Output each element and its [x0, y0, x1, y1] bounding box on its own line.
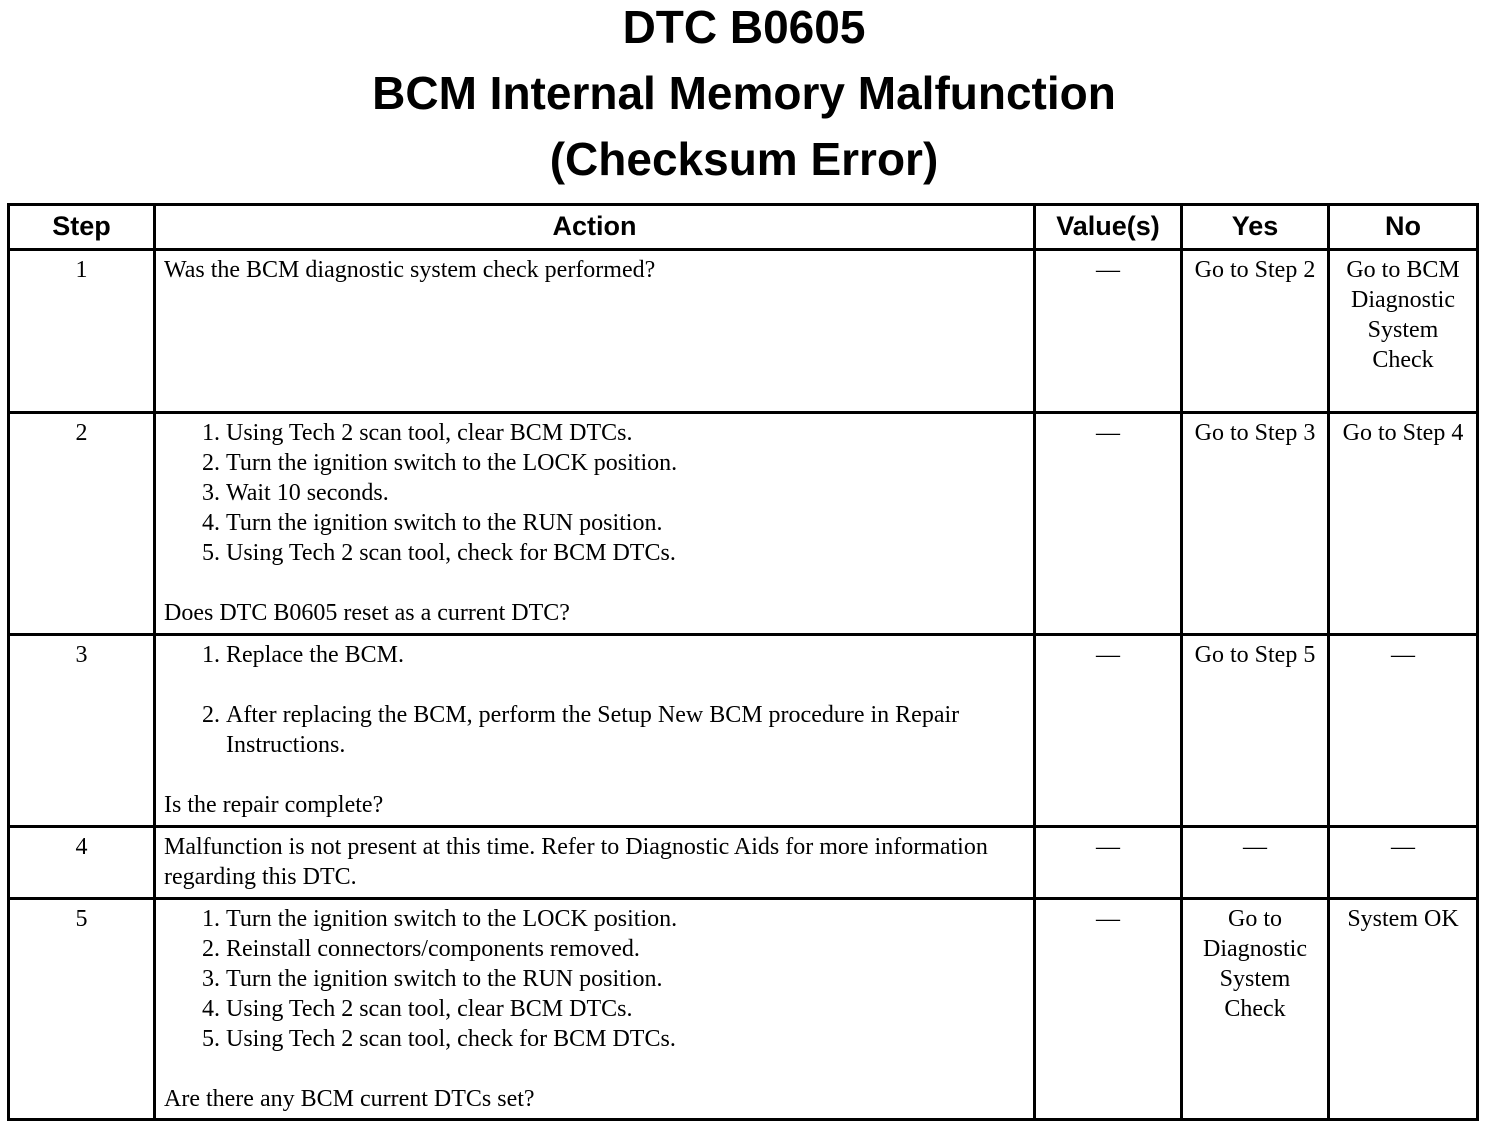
item-number: 3.: [202, 480, 220, 506]
title-dtc-code: DTC B0605: [622, 1, 866, 53]
value-cell: —: [1035, 635, 1182, 827]
action-text: Malfunction is not present at this time. Refer to Diagnostic Aids for more information regarding this DTC.: [155, 827, 1035, 899]
item-text: Turn the ignition switch to the RUN position.: [226, 510, 663, 536]
item-text: Reinstall connectors/components removed.: [226, 936, 640, 962]
item-text: Turn the ignition switch to the LOCK position.: [226, 906, 678, 932]
title-subdescription: (Checksum Error): [549, 133, 939, 185]
action-question: Are there any BCM current DTCs set?: [164, 1086, 535, 1112]
action-cell: [155, 635, 1035, 827]
no-cell: —: [1329, 635, 1478, 827]
no-cell: Go to Step 4: [1329, 413, 1478, 635]
action-cell: [155, 899, 1035, 1120]
list-item: [188, 478, 1025, 508]
list-item: [188, 640, 1025, 670]
list-item: [188, 538, 1025, 568]
value-cell: —: [1035, 827, 1182, 899]
item-text: After replacing the BCM, perform the Setup New BCM procedure in Repair Instructions.: [226, 702, 960, 758]
value-cell: —: [1035, 250, 1182, 413]
header-yes: Yes: [1182, 205, 1329, 250]
value-cell: —: [1035, 413, 1182, 635]
action-steps-list: [164, 904, 1025, 1054]
step-number: 1: [9, 250, 155, 413]
yes-cell: —: [1182, 827, 1329, 899]
item-number: 4.: [202, 996, 220, 1022]
item-text: Turn the ignition switch to the LOCK position.: [226, 450, 678, 476]
table-row: [9, 899, 1478, 1120]
item-text: Using Tech 2 scan tool, check for BCM DTCs.: [226, 540, 676, 566]
header-step: Step: [9, 205, 155, 250]
document-title: [0, 0, 1488, 192]
no-cell: Go to BCM Diagnostic System Check: [1329, 250, 1478, 413]
action-question: Is the repair complete?: [164, 792, 384, 818]
item-number: 1.: [202, 642, 220, 668]
item-number: 5.: [202, 540, 220, 566]
header-action: Action: [155, 205, 1035, 250]
step-number: 3: [9, 635, 155, 827]
action-steps-list: [164, 418, 1025, 568]
table-header-row: [9, 205, 1478, 250]
list-item: [188, 994, 1025, 1024]
action-cell: [155, 413, 1035, 635]
step-number: 5: [9, 899, 155, 1120]
action-steps-list: [164, 640, 1025, 760]
table-row: [9, 635, 1478, 827]
list-item: [188, 1024, 1025, 1054]
item-text: Using Tech 2 scan tool, check for BCM DTCs.: [226, 1026, 676, 1052]
title-description: BCM Internal Memory Malfunction: [372, 67, 1116, 119]
list-item: [188, 964, 1025, 994]
value-cell: —: [1035, 899, 1182, 1120]
yes-cell: Go to Diagnostic System Check: [1182, 899, 1329, 1120]
item-text: Using Tech 2 scan tool, clear BCM DTCs.: [226, 996, 633, 1022]
header-values: Value(s): [1035, 205, 1182, 250]
no-cell: System OK: [1329, 899, 1478, 1120]
item-number: 5.: [202, 1026, 220, 1052]
yes-cell: Go to Step 3: [1182, 413, 1329, 635]
list-item: [188, 418, 1025, 448]
list-item: [188, 448, 1025, 478]
action-text: Was the BCM diagnostic system check performed?: [155, 250, 1035, 413]
item-number: 2.: [202, 450, 220, 476]
item-text: Replace the BCM.: [226, 642, 404, 668]
item-number: 2.: [202, 702, 220, 728]
item-text: Using Tech 2 scan tool, clear BCM DTCs.: [226, 420, 633, 446]
table-row: [9, 827, 1478, 899]
diagnostic-table: [7, 203, 1479, 1121]
item-number: 2.: [202, 936, 220, 962]
header-no: No: [1329, 205, 1478, 250]
yes-cell: Go to Step 2: [1182, 250, 1329, 413]
action-question: Does DTC B0605 reset as a current DTC?: [164, 600, 570, 626]
item-number: 3.: [202, 966, 220, 992]
list-item: [188, 934, 1025, 964]
step-number: 4: [9, 827, 155, 899]
item-number: 1.: [202, 906, 220, 932]
yes-cell: Go to Step 5: [1182, 635, 1329, 827]
step-number: 2: [9, 413, 155, 635]
list-item: [188, 700, 1025, 760]
table-row: [9, 413, 1478, 635]
item-number: 4.: [202, 510, 220, 536]
item-number: 1.: [202, 420, 220, 446]
list-item: [188, 904, 1025, 934]
no-cell: —: [1329, 827, 1478, 899]
list-item: [188, 508, 1025, 538]
table-row: [9, 250, 1478, 413]
item-text: Wait 10 seconds.: [226, 480, 389, 506]
list-spacer: [188, 670, 1025, 700]
item-text: Turn the ignition switch to the RUN position.: [226, 966, 663, 992]
